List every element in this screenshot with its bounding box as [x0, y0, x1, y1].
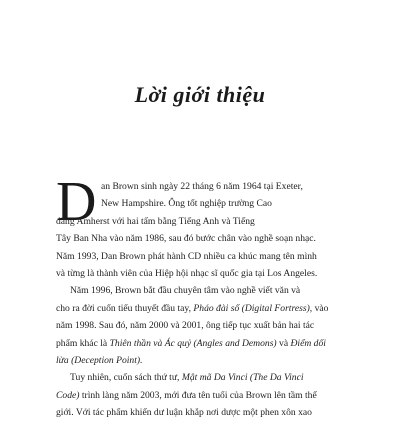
text-line: lừa (Deception Point).	[56, 355, 143, 367]
text-line: giới. Với tác phẩm khiến dư luận khắp nơi dược một phen xôn xao	[56, 407, 312, 419]
text-line: phẩm khác là Thiên thần và Ác quỷ (Angles and Demons) và Điểm dối	[56, 337, 326, 349]
text-line: Năm 1996, Brown bắt đầu chuyên tâm vào nghề viết văn và	[70, 285, 301, 297]
drop-cap: D	[56, 171, 97, 233]
body-text	[56, 171, 351, 422]
text-line: Code) trình làng năm 2003, mới đưa tên tuổi của Brown lên tầm thế	[56, 389, 317, 401]
text-line: và từng là thành viên của Hiệp hội nhạc sĩ quốc gia tại Los Angeles.	[56, 268, 318, 280]
text-line: cho ra đời cuốn tiểu thuyết đầu tay, Pháo đài số (Digital Fortress), vào	[56, 302, 329, 314]
text-line: năm 1998. Sau đó, năm 2000 và 2001, ông tiếp tục xuất bản hai tác	[56, 320, 315, 332]
text-line: Tuy nhiên, cuốn sách thứ tư, Mật mã Da Vinci (The Da Vinci	[70, 372, 304, 384]
text-line: đẳng Amherst với hai tấm bằng Tiếng Anh và Tiếng	[56, 215, 255, 227]
text-line: an Brown sinh ngày 22 tháng 6 năm 1964 tại Exeter,	[101, 181, 303, 192]
chapter-title: Lời giới thiệu	[134, 82, 266, 107]
text-line: New Hampshire. Ông tốt nghiệp trường Cao	[101, 198, 272, 210]
text-line: Tây Ban Nha vào năm 1986, sau đó bước chân vào nghề soạn nhạc.	[56, 233, 316, 245]
text-line: Năm 1993, Dan Brown phát hành CD nhiều ca khúc mang tên mình	[56, 250, 317, 262]
